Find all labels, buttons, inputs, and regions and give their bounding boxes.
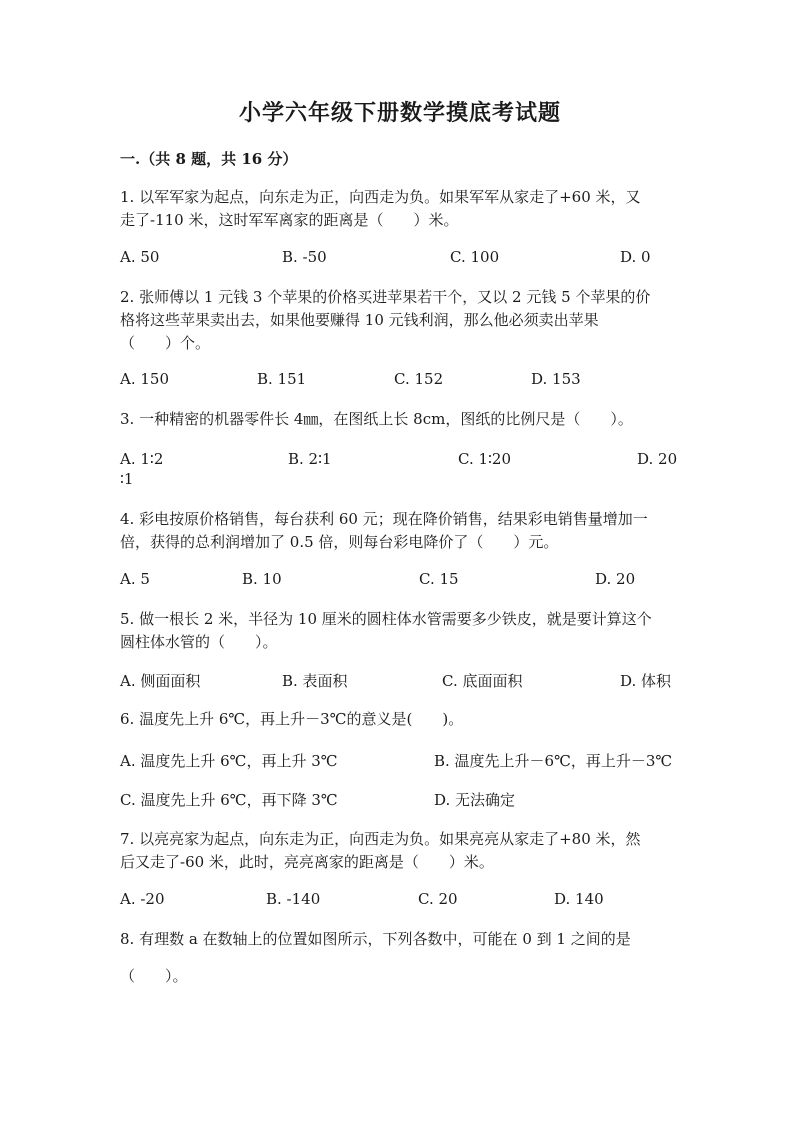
option-a[interactable]: A. 5 xyxy=(120,570,150,588)
question-6 xyxy=(120,708,685,731)
option-c[interactable]: C. 152 xyxy=(394,370,444,388)
question-line: 倍，获得的总利润增加了 0.5 倍，则每台彩电降价了（ ）元。 xyxy=(120,533,559,551)
option-d-continuation: ∶1 xyxy=(120,470,134,488)
question-line: （ ）。 xyxy=(120,967,188,985)
option-c[interactable]: C. 100 xyxy=(450,248,500,266)
options-1 xyxy=(120,248,690,272)
question-line: 格将这些苹果卖出去，如果他要赚得 10 元钱利润，那么他必须卖出苹果 xyxy=(120,311,599,329)
option-c[interactable]: C. 15 xyxy=(419,570,459,588)
question-line: 5. 做一根长 2 米，半径为 10 厘米的圆柱体水管需要多少铁皮，就是要计算这个 xyxy=(120,610,652,628)
option-d[interactable]: D. 140 xyxy=(554,890,604,908)
options-7 xyxy=(120,890,690,914)
page-title: 小学六年级下册数学摸底考试题 xyxy=(238,100,561,126)
options-2 xyxy=(120,370,690,394)
question-8 xyxy=(120,928,685,988)
question-line: 圆柱体水管的（ ）。 xyxy=(120,633,278,651)
option-a[interactable]: A. 50 xyxy=(120,248,160,266)
question-line: 6. 温度先上升 6℃，再上升－3℃的意义是( )。 xyxy=(120,710,464,728)
question-7 xyxy=(120,828,685,874)
option-a[interactable]: A. 150 xyxy=(120,370,169,388)
question-line: （ ）个。 xyxy=(120,334,211,352)
option-b[interactable]: B. 表面积 xyxy=(282,672,348,690)
question-2 xyxy=(120,286,685,355)
option-a[interactable]: A. -20 xyxy=(120,890,165,908)
option-d[interactable]: D. 20 xyxy=(595,570,636,588)
options-5 xyxy=(120,670,690,694)
option-a[interactable]: A. 1∶2 xyxy=(120,450,164,468)
question-line: 1. 以军军家为起点，向东走为正，向西走为负。如果军军从家走了+60 米，又 xyxy=(120,188,641,206)
question-line: 8. 有理数 a 在数轴上的位置如图所示，下列各数中，可能在 0 到 1 之间的是 xyxy=(120,930,631,948)
options-6-row2 xyxy=(120,789,690,813)
option-d[interactable]: D. 无法确定 xyxy=(434,791,516,809)
question-line: 走了-110 米，这时军军离家的距离是（ ）米。 xyxy=(120,211,459,229)
question-line: 后又走了-60 米，此时，亮亮离家的距离是（ ）米。 xyxy=(120,853,494,871)
section-heading: 一.（共 8 题，共 16 分） xyxy=(120,150,298,168)
option-c[interactable]: C. 20 xyxy=(418,890,458,908)
question-line: 7. 以亮亮家为起点，向东走为正，向西走为负。如果亮亮从家走了+80 米，然 xyxy=(120,830,641,848)
option-c[interactable]: C. 1∶20 xyxy=(458,450,512,468)
option-a[interactable]: A. 侧面面积 xyxy=(120,672,201,690)
option-b[interactable]: B. 151 xyxy=(257,370,307,388)
question-5 xyxy=(120,608,685,654)
option-b[interactable]: B. 温度先上升－6℃，再上升－3℃ xyxy=(434,752,673,770)
options-4 xyxy=(120,570,690,594)
option-c[interactable]: C. 底面面积 xyxy=(442,672,523,690)
option-d[interactable]: D. 20 xyxy=(637,450,678,468)
option-b[interactable]: B. 2∶1 xyxy=(288,450,332,468)
option-b[interactable]: B. -50 xyxy=(282,248,327,266)
question-3 xyxy=(120,408,685,431)
options-6-row1 xyxy=(120,750,690,774)
question-line: 4. 彩电按原价格销售，每台获利 60 元；现在降价销售，结果彩电销售量增加一 xyxy=(120,510,648,528)
option-d[interactable]: D. 体积 xyxy=(620,672,672,690)
question-line: 3. 一种精密的机器零件长 4㎜，在图纸上长 8cm，图纸的比例尺是（ ）。 xyxy=(120,410,633,428)
option-d[interactable]: D. 153 xyxy=(531,370,581,388)
option-b[interactable]: B. 10 xyxy=(242,570,282,588)
option-d[interactable]: D. 0 xyxy=(620,248,651,266)
option-c[interactable]: C. 温度先上升 6℃，再下降 3℃ xyxy=(120,791,338,809)
option-a[interactable]: A. 温度先上升 6℃，再上升 3℃ xyxy=(120,752,338,770)
question-1 xyxy=(120,186,685,232)
options-3 xyxy=(120,450,690,490)
option-b[interactable]: B. -140 xyxy=(266,890,321,908)
question-line: 2. 张师傅以 1 元钱 3 个苹果的价格买进苹果若干个，又以 2 元钱 5 个苹果的价 xyxy=(120,288,651,306)
question-4 xyxy=(120,508,685,554)
